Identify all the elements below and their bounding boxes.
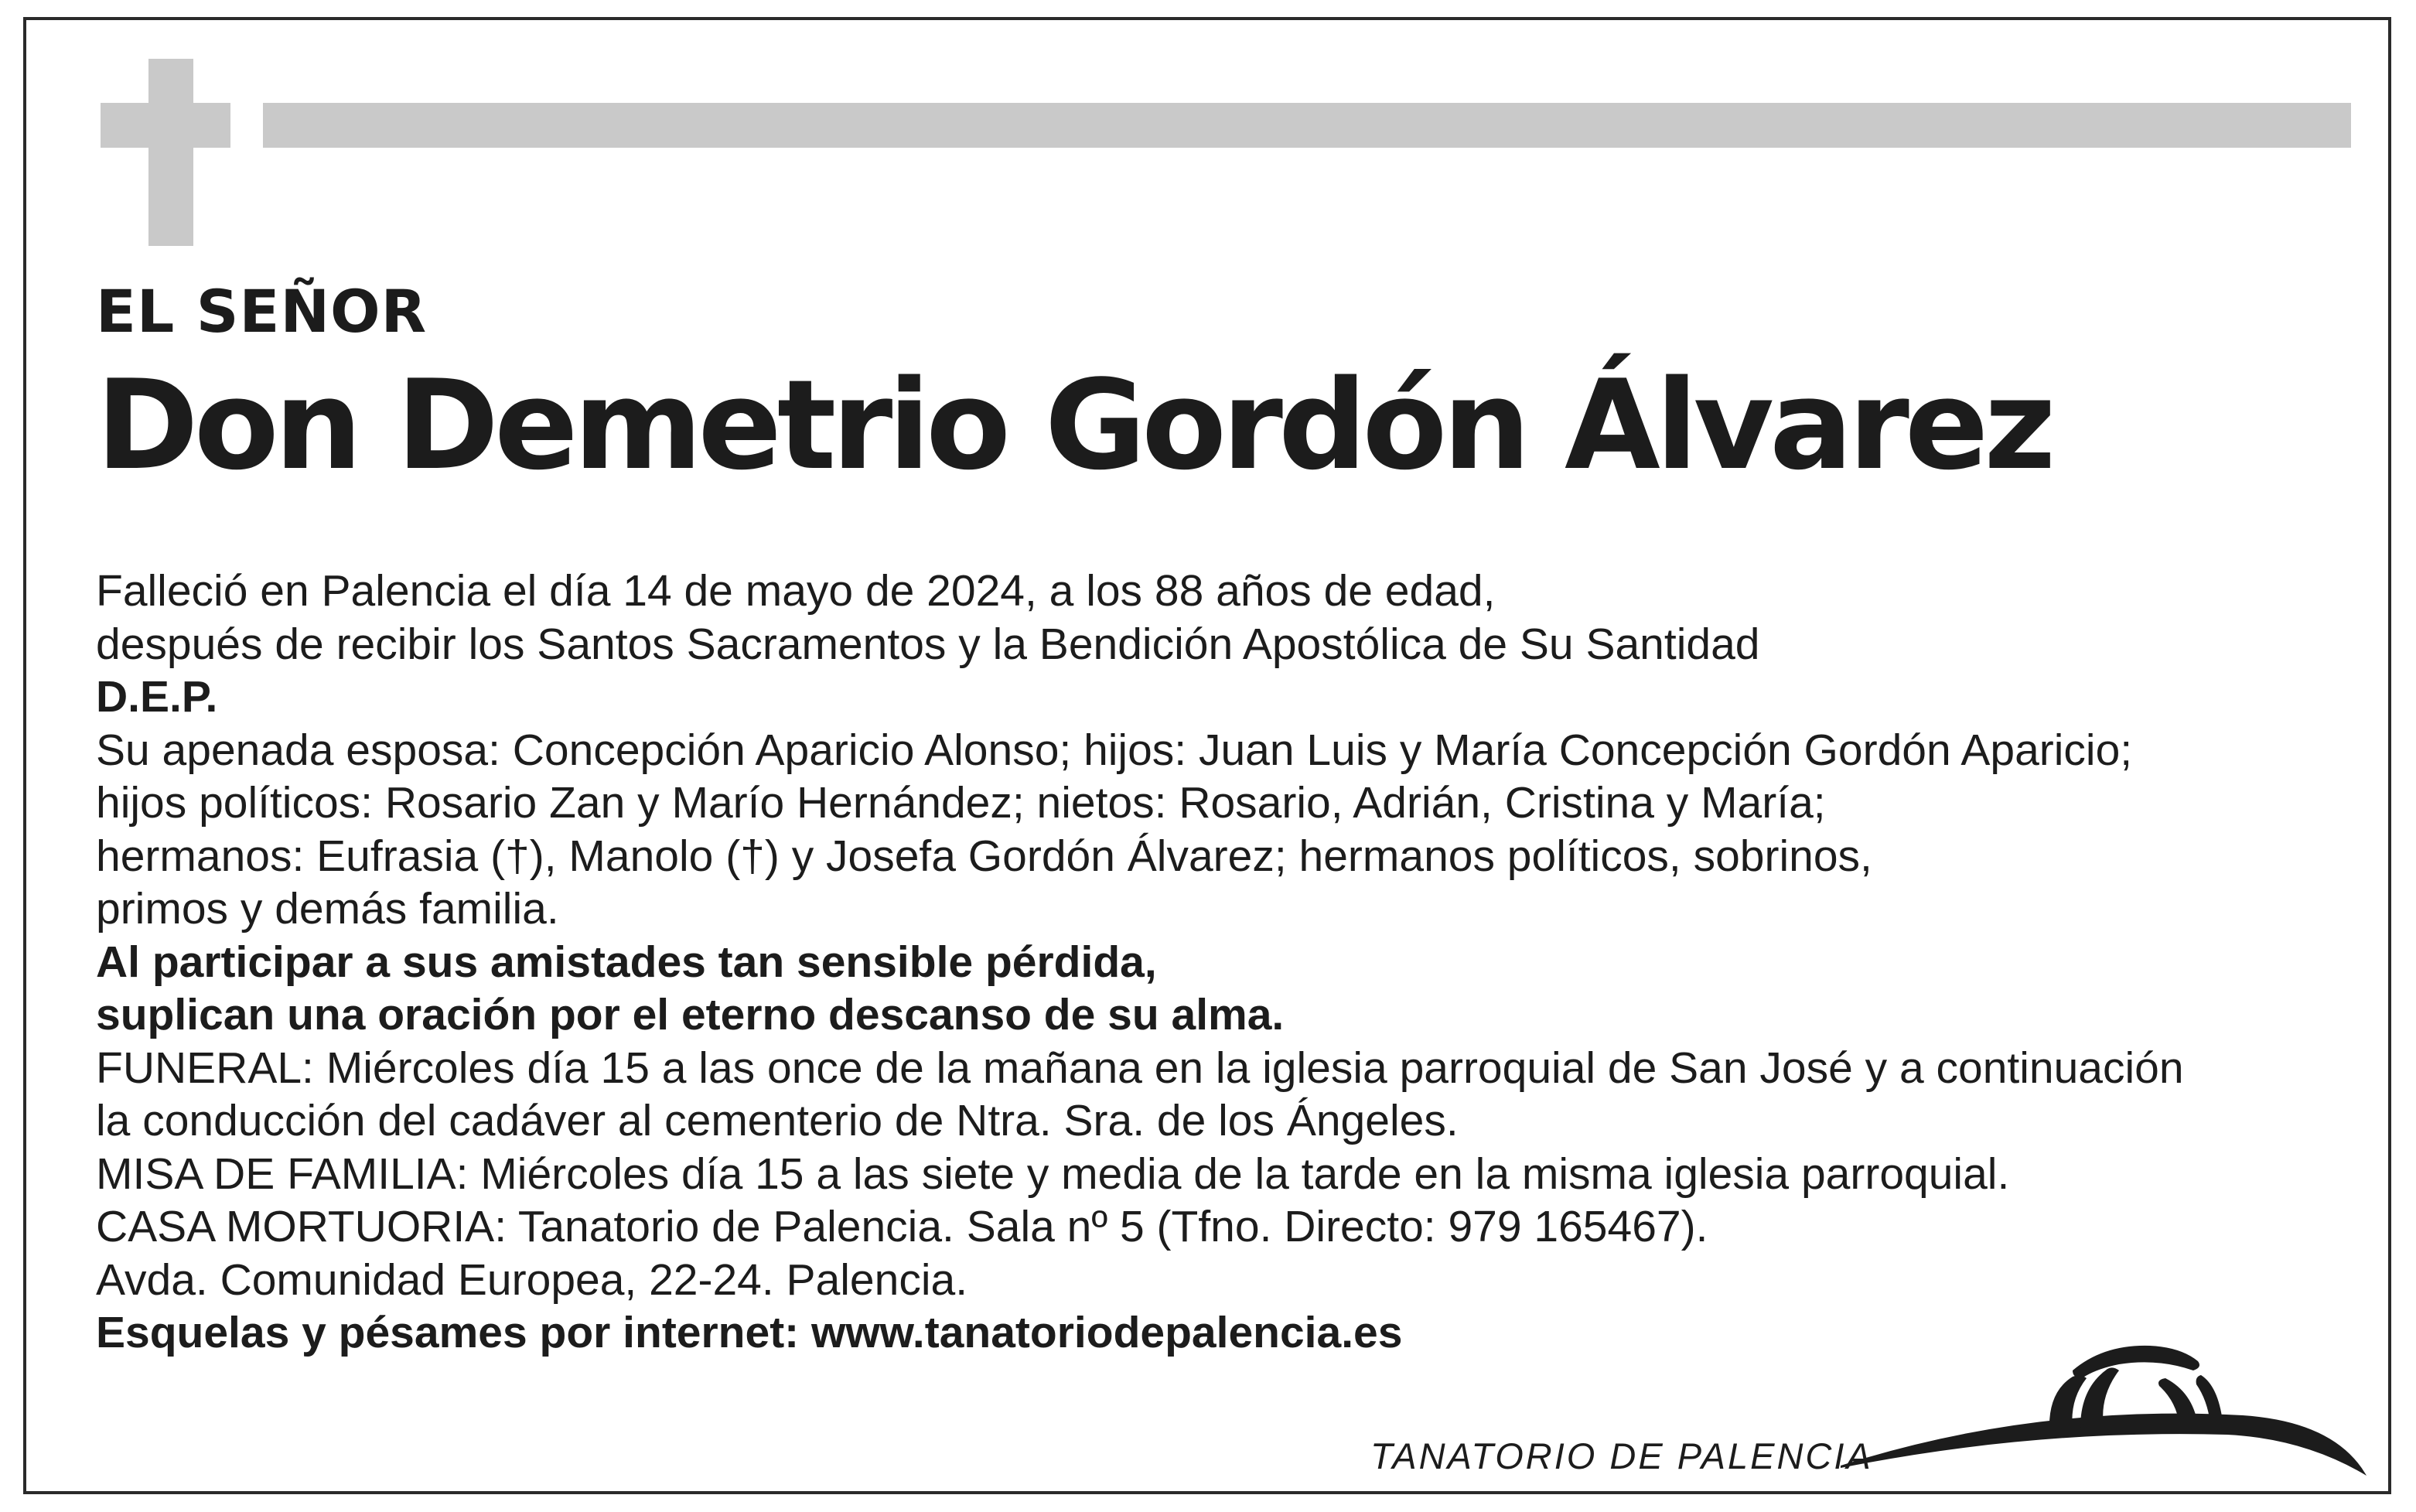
notice-body xyxy=(96,565,2385,1360)
prayer-line-2: suplican una oración por el eterno descanso de su alma. xyxy=(96,990,1285,1039)
family-line-1: Su apenada esposa: Concepción Aparicio Alonso; hijos: Juan Luis y María Concepción Gordón Aparicio; xyxy=(96,725,2133,775)
death-statement: Falleció en Palencia el día 14 de mayo de 2024, a los 88 años de edad, xyxy=(96,566,1496,616)
cross-icon-arm xyxy=(101,103,230,148)
family-mass-line: MISA DE FAMILIA: Miércoles día 15 a las siete y media de la tarde en la misma iglesia parroquial. xyxy=(96,1149,2010,1199)
family-line-2: hijos políticos: Rosario Zan y Marío Hernández; nietos: Rosario, Adrián, Cristina y María; xyxy=(96,778,1826,828)
dep-label: D.E.P. xyxy=(96,672,218,722)
tanatorio-brand-label: TANATORIO DE PALENCIA xyxy=(1370,1435,1873,1476)
family-line-3: hermanos: Eufrasia (†), Manolo (†) y Josefa Gordón Álvarez; hermanos políticos, sobrinos, xyxy=(96,831,1872,881)
funeral-line-2: la conducción del cadáver al cementerio de Ntra. Sra. de los Ángeles. xyxy=(96,1096,1459,1145)
address-line: Avda. Comunidad Europea, 22-24. Palencia. xyxy=(96,1254,968,1305)
internet-line: Esquelas y pésames por internet: www.tanatoriodepalencia.es xyxy=(96,1308,1403,1357)
honorific-label: EL SEÑOR xyxy=(96,277,428,346)
funeral-home-line: CASA MORTUORIA: Tanatorio de Palencia. Sala nº 5 (Tfno. Directo: 979 165467). xyxy=(96,1202,1708,1251)
sacraments-statement: después de recibir los Santos Sacramentos y la Bendición Apostólica de Su Santidad xyxy=(96,619,1760,669)
funeral-line-1: FUNERAL: Miércoles día 15 a las once de la mañana en la iglesia parroquial de San José y a continuación xyxy=(96,1043,2184,1093)
prayer-line-1: Al participar a sus amistades tan sensible pérdida, xyxy=(96,937,1157,987)
header-bar xyxy=(263,103,2351,148)
family-line-4: primos y demás familia. xyxy=(96,884,559,933)
tanatorio-logo-icon xyxy=(1841,1330,2382,1485)
deceased-name: Don Demetrio Gordón Álvarez xyxy=(96,353,2052,497)
cross-icon xyxy=(148,59,193,246)
